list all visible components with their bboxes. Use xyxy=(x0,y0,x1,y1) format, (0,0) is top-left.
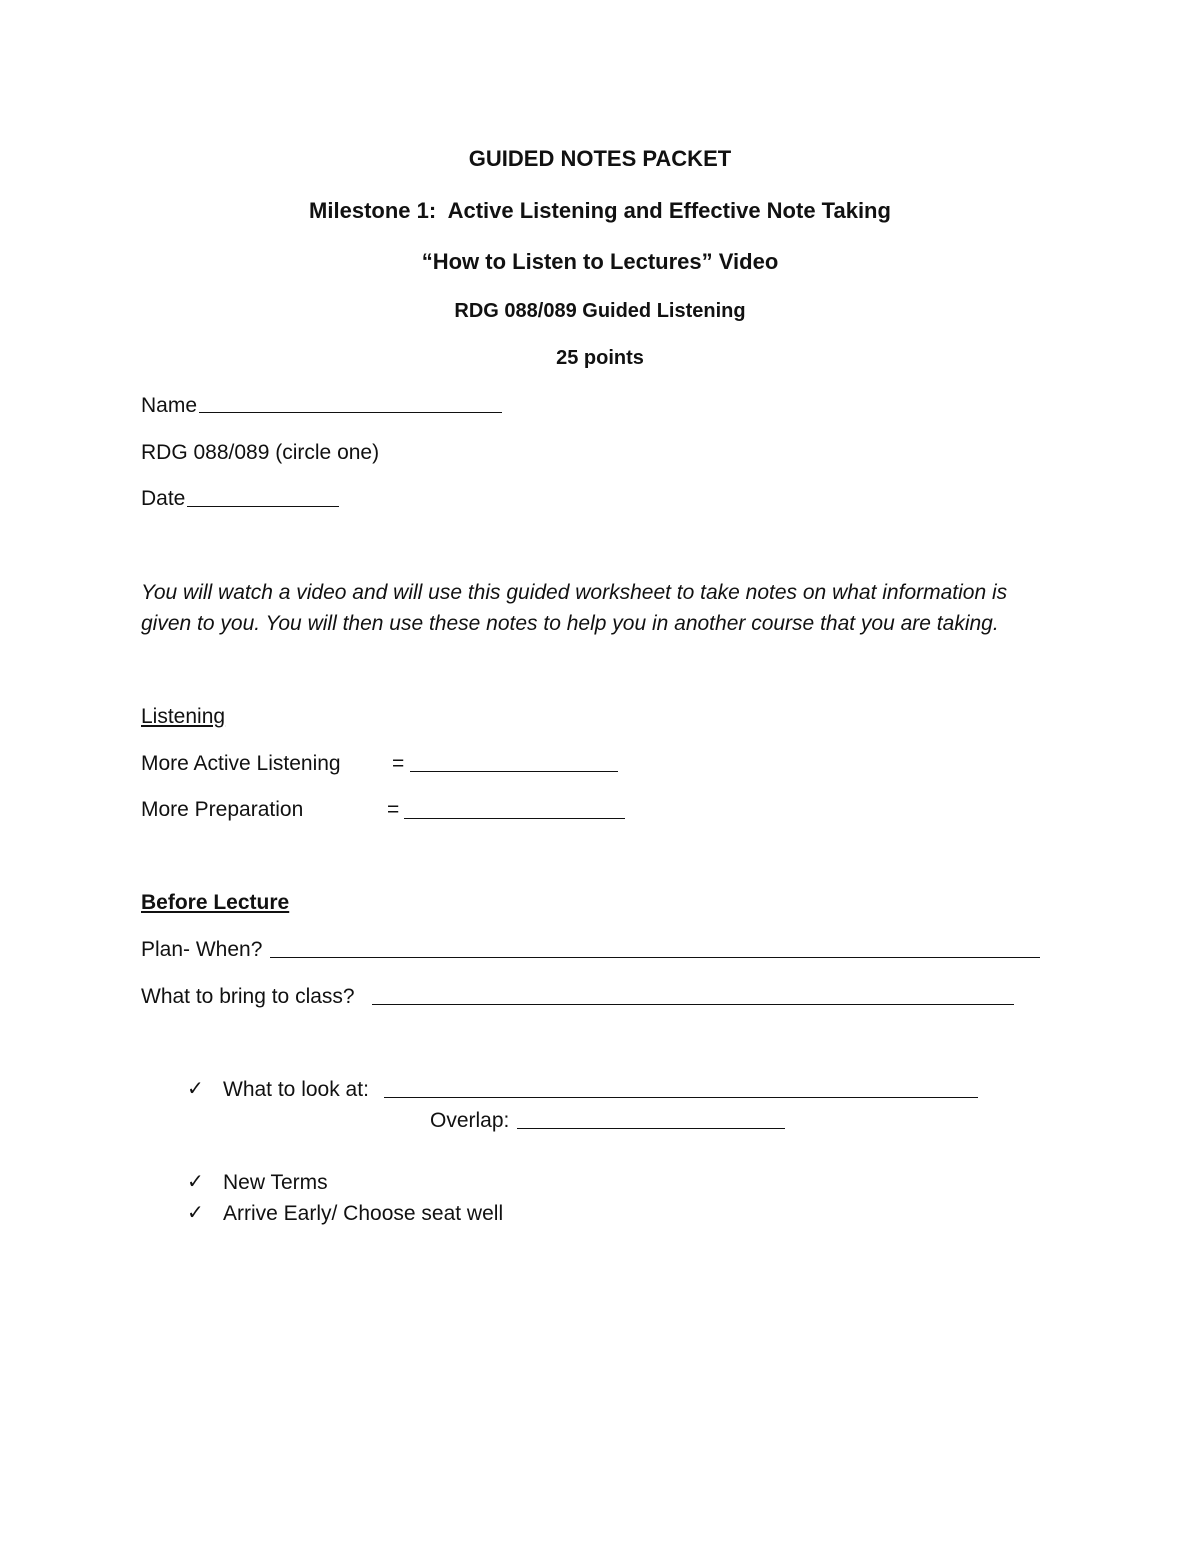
preparation-equals: = xyxy=(387,798,400,821)
plan-when-label: Plan- When? xyxy=(141,938,263,961)
before-lecture-heading: Before Lecture xyxy=(141,891,290,914)
section-label: RDG 088/089 (circle one) xyxy=(141,441,380,464)
bring-to-class-label: What to bring to class? xyxy=(141,985,355,1008)
milestone-heading: Milestone 1: Active Listening and Effective Note Taking xyxy=(309,198,891,223)
preparation-blank[interactable] xyxy=(404,818,625,819)
plan-when-blank[interactable] xyxy=(270,957,1040,958)
checkmark-icon: ✓ xyxy=(187,1200,204,1224)
active-listening-label: More Active Listening xyxy=(141,752,341,775)
new-terms-label: New Terms xyxy=(223,1171,328,1194)
overlap-blank[interactable] xyxy=(517,1128,785,1129)
active-listening-blank[interactable] xyxy=(410,771,618,772)
active-listening-equals: = xyxy=(392,752,405,775)
date-label: Date xyxy=(141,487,186,510)
preparation-label: More Preparation xyxy=(141,798,304,821)
instructions-line-1: You will watch a video and will use this guided worksheet to take notes on what information is xyxy=(141,581,1008,604)
date-blank[interactable] xyxy=(187,506,339,507)
checkmark-icon: ✓ xyxy=(187,1076,204,1100)
course-heading: RDG 088/089 Guided Listening xyxy=(454,300,746,322)
arrive-early-label: Arrive Early/ Choose seat well xyxy=(223,1202,504,1225)
look-at-blank[interactable] xyxy=(384,1097,978,1098)
video-heading: “How to Listen to Lectures” Video xyxy=(421,249,779,274)
points-heading: 25 points xyxy=(556,347,644,369)
name-label: Name xyxy=(141,394,198,417)
bring-to-class-blank[interactable] xyxy=(372,1004,1014,1005)
overlap-label: Overlap: xyxy=(430,1109,510,1132)
checkmark-icon: ✓ xyxy=(187,1169,204,1193)
instructions-line-2: given to you. You will then use these notes to help you in another course that you are taking. xyxy=(141,612,999,635)
look-at-label: What to look at: xyxy=(223,1078,369,1101)
document-title: GUIDED NOTES PACKET xyxy=(468,146,732,171)
listening-heading: Listening xyxy=(141,705,226,728)
name-blank[interactable] xyxy=(199,412,502,413)
